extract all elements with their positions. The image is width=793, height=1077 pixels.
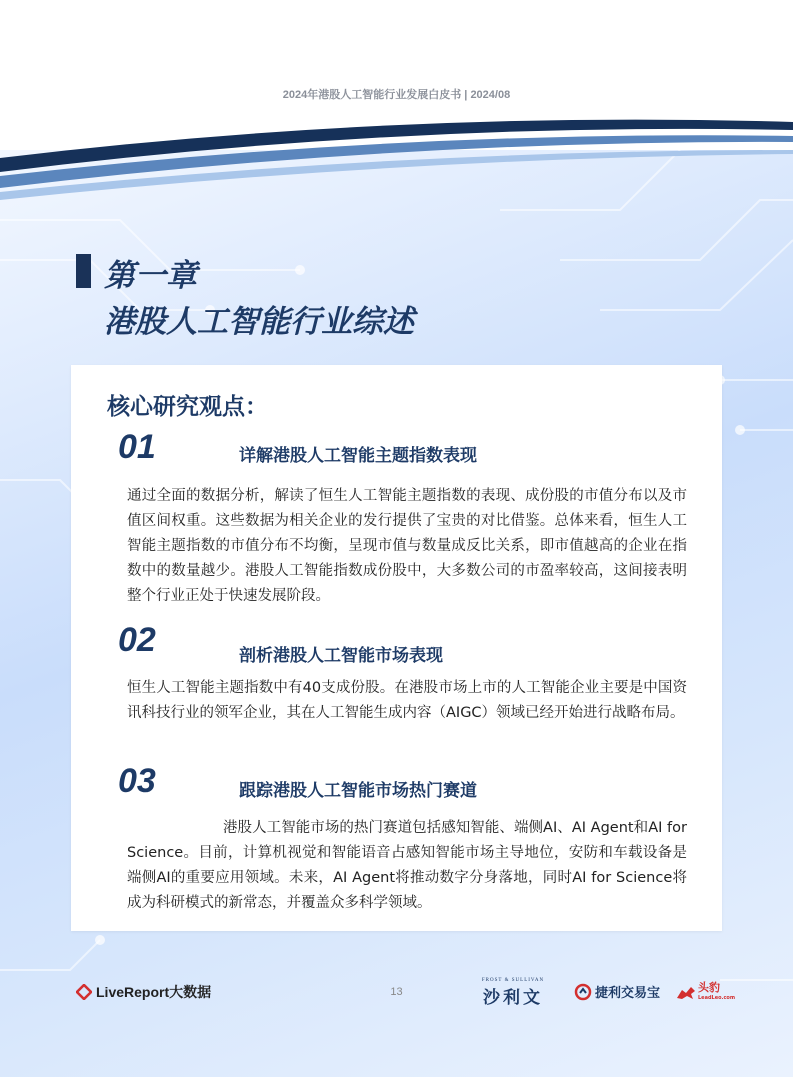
point-text: 通过全面的数据分析，解读了恒生人工智能主题指数的表现、成份股的市值分布以及市值区间权重。这些数据为相关企业的发行提供了宝贵的对比借鉴。总体来看，恒生人工智能主题指数的市值分布不均衡，呈现市值与数量成反比关系，即市值越高的企业在指数中的数量越少。港股人工智能指数成份股中，大多数公司的市盈率较高，这间接表明整个行业正处于快速发展阶段。 xyxy=(127,488,687,604)
point-number: 03 xyxy=(118,762,156,800)
toubao-brand: 头豹 LeadLeo.com xyxy=(698,981,736,1001)
livereport-brand: LiveReport大数据 xyxy=(96,984,212,1000)
point-number: 02 xyxy=(118,621,156,659)
jiebao-icon xyxy=(574,983,592,1001)
jiebao-brand: 捷利交易宝 xyxy=(595,986,661,1001)
jiebao-logo xyxy=(574,982,660,1001)
chapter-bar xyxy=(76,254,91,288)
point-text: 港股人工智能市场的热门赛道包括感知智能、端侧AI、AI Agent和AI for Science。目前，计算机视觉和智能语音占感知智能市场主导地位，安防和车载设备是端侧AI的重要应用领域。未来，AI Agent将推动数字分身落地，同时AI for Science将成为科研模式的新常态，并覆盖众多科学领域。 xyxy=(127,820,687,911)
page-footer xyxy=(0,980,793,1010)
point-title: 详解港股人工智能主题指数表现 xyxy=(239,446,477,466)
point-title: 剖析港股人工智能市场表现 xyxy=(239,646,443,666)
leopard-icon xyxy=(676,985,696,1001)
point-number: 01 xyxy=(118,428,156,466)
toubao-logo xyxy=(676,982,735,1004)
key-findings-card xyxy=(71,365,722,931)
frost-sullivan-cn: 沙利文 xyxy=(483,988,543,1008)
chapter-number: 第一章 xyxy=(104,258,197,294)
page-number: 13 xyxy=(390,986,403,998)
document-header: 2024年港股人工智能行业发展白皮书 | 2024/08 xyxy=(282,89,511,101)
frost-sullivan-logo xyxy=(478,978,548,1008)
chapter-title: 港股人工智能行业综述 xyxy=(104,304,414,340)
frost-sullivan-en: FROST & SULLIVAN xyxy=(481,978,545,983)
point-title: 跟踪港股人工智能市场热门赛道 xyxy=(239,781,477,801)
card-heading: 核心研究观点： xyxy=(107,394,268,420)
header-swoosh xyxy=(0,100,793,210)
point-text: 恒生人工智能主题指数中有40支成份股。在港股市场上市的人工智能企业主要是中国资讯科技行业的领军企业，其在人工智能生成内容（AIGC）领域已经开始进行战略布局。 xyxy=(127,680,687,721)
